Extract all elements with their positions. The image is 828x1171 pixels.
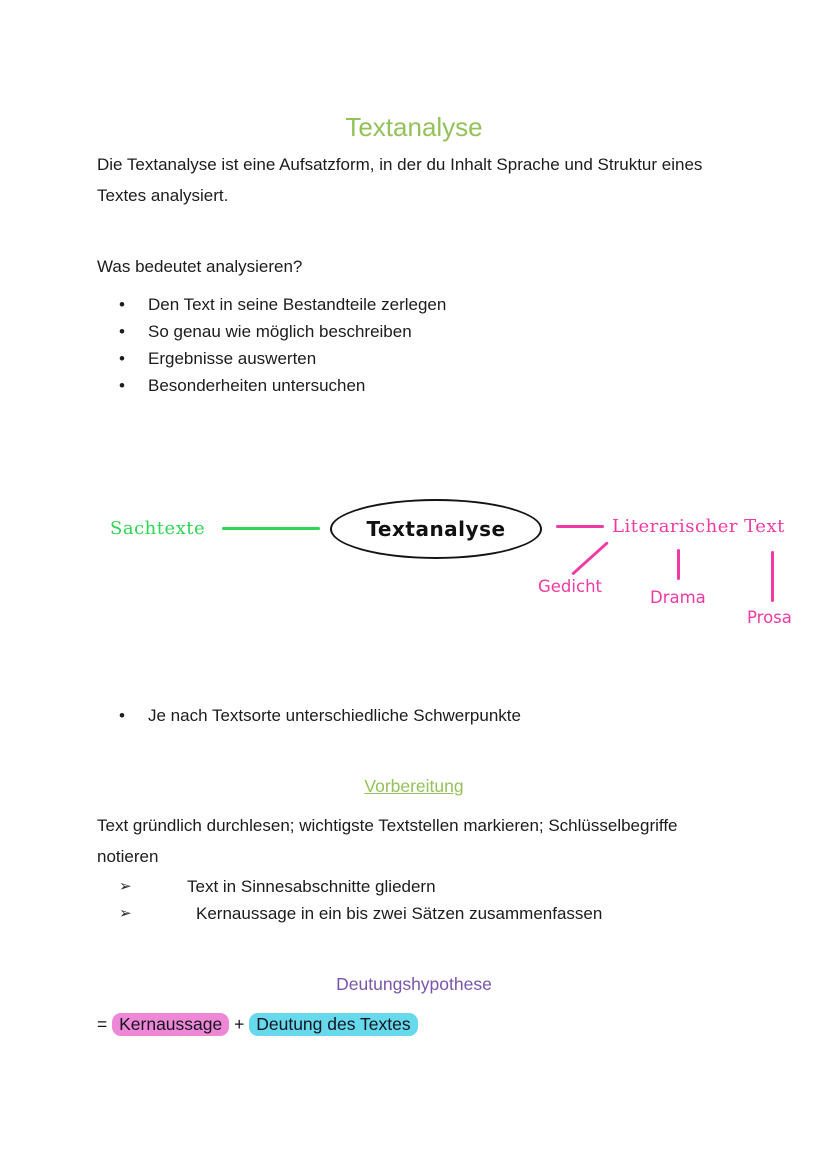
connector-line-gedicht (571, 541, 608, 575)
definition-equation (97, 1010, 418, 1038)
bullet-icon: • (119, 349, 125, 368)
vorbereitung-heading: Vorbereitung (364, 776, 464, 796)
analysis-bullet-list (119, 291, 446, 399)
highlighted-term-deutung: Deutung des Textes (249, 1013, 417, 1036)
plus-sign: + (234, 1014, 245, 1034)
list-item-text: Besonderheiten untersuchen (148, 376, 366, 395)
bullet-icon: • (119, 322, 125, 341)
equals-sign: = (97, 1014, 108, 1034)
arrowhead-icon: ➢ (119, 878, 132, 895)
intro-paragraph: Die Textanalyse ist eine Aufsatzform, in der du Inhalt Sprache und Struktur eines Textes analysiert. (97, 155, 703, 205)
highlighted-term-kernaussage: Kernaussage (112, 1013, 229, 1036)
list-item-text: Kernaussage in ein bis zwei Sätzen zusammenfassen (196, 904, 603, 923)
connector-line-drama (677, 549, 680, 580)
vorbereitung-paragraph: Text gründlich durchlesen; wichtigste Textstellen markieren; Schlüsselbegriffe notieren (97, 816, 678, 866)
list-item-text: Ergebnisse auswerten (148, 349, 317, 368)
list-item-text: So genau wie möglich beschreiben (148, 322, 412, 341)
list-item (119, 372, 446, 399)
connector-line-pink (556, 525, 604, 528)
diagram-label-drama: Drama (650, 588, 706, 607)
list-item-text: Text in Sinnesabschnitte gliedern (187, 877, 436, 896)
page-title: Textanalyse (345, 112, 483, 142)
connector-line-prosa (771, 551, 774, 602)
list-item (119, 291, 446, 318)
list-item-text: Den Text in seine Bestandteile zerlegen (148, 295, 447, 314)
diagram-label-sachtexte: Sachtexte (110, 518, 206, 539)
deutungshypothese-heading: Deutungshypothese (336, 974, 492, 994)
question-line: Was bedeutet analysieren? (97, 257, 303, 276)
list-item (119, 900, 602, 927)
diagram-label-literarischer-text: Literarischer Text (612, 516, 785, 537)
arrowhead-icon: ➢ (119, 905, 132, 922)
list-item (119, 702, 521, 729)
bullet-icon: • (119, 706, 125, 725)
connector-line-green (222, 527, 320, 530)
diagram-center-node (330, 499, 542, 559)
bullet-icon: • (119, 295, 125, 314)
diagram-center-label: Textanalyse (366, 517, 506, 541)
list-item-text: Je nach Textsorte unterschiedliche Schwerpunkte (148, 706, 521, 725)
list-item (119, 873, 602, 900)
list-item (119, 318, 446, 345)
arrow-bullet-list (119, 873, 602, 927)
diagram-label-gedicht: Gedicht (538, 577, 602, 596)
note-bullet-list (119, 702, 521, 729)
diagram-label-prosa: Prosa (747, 608, 792, 627)
list-item (119, 345, 446, 372)
bullet-icon: • (119, 376, 125, 395)
